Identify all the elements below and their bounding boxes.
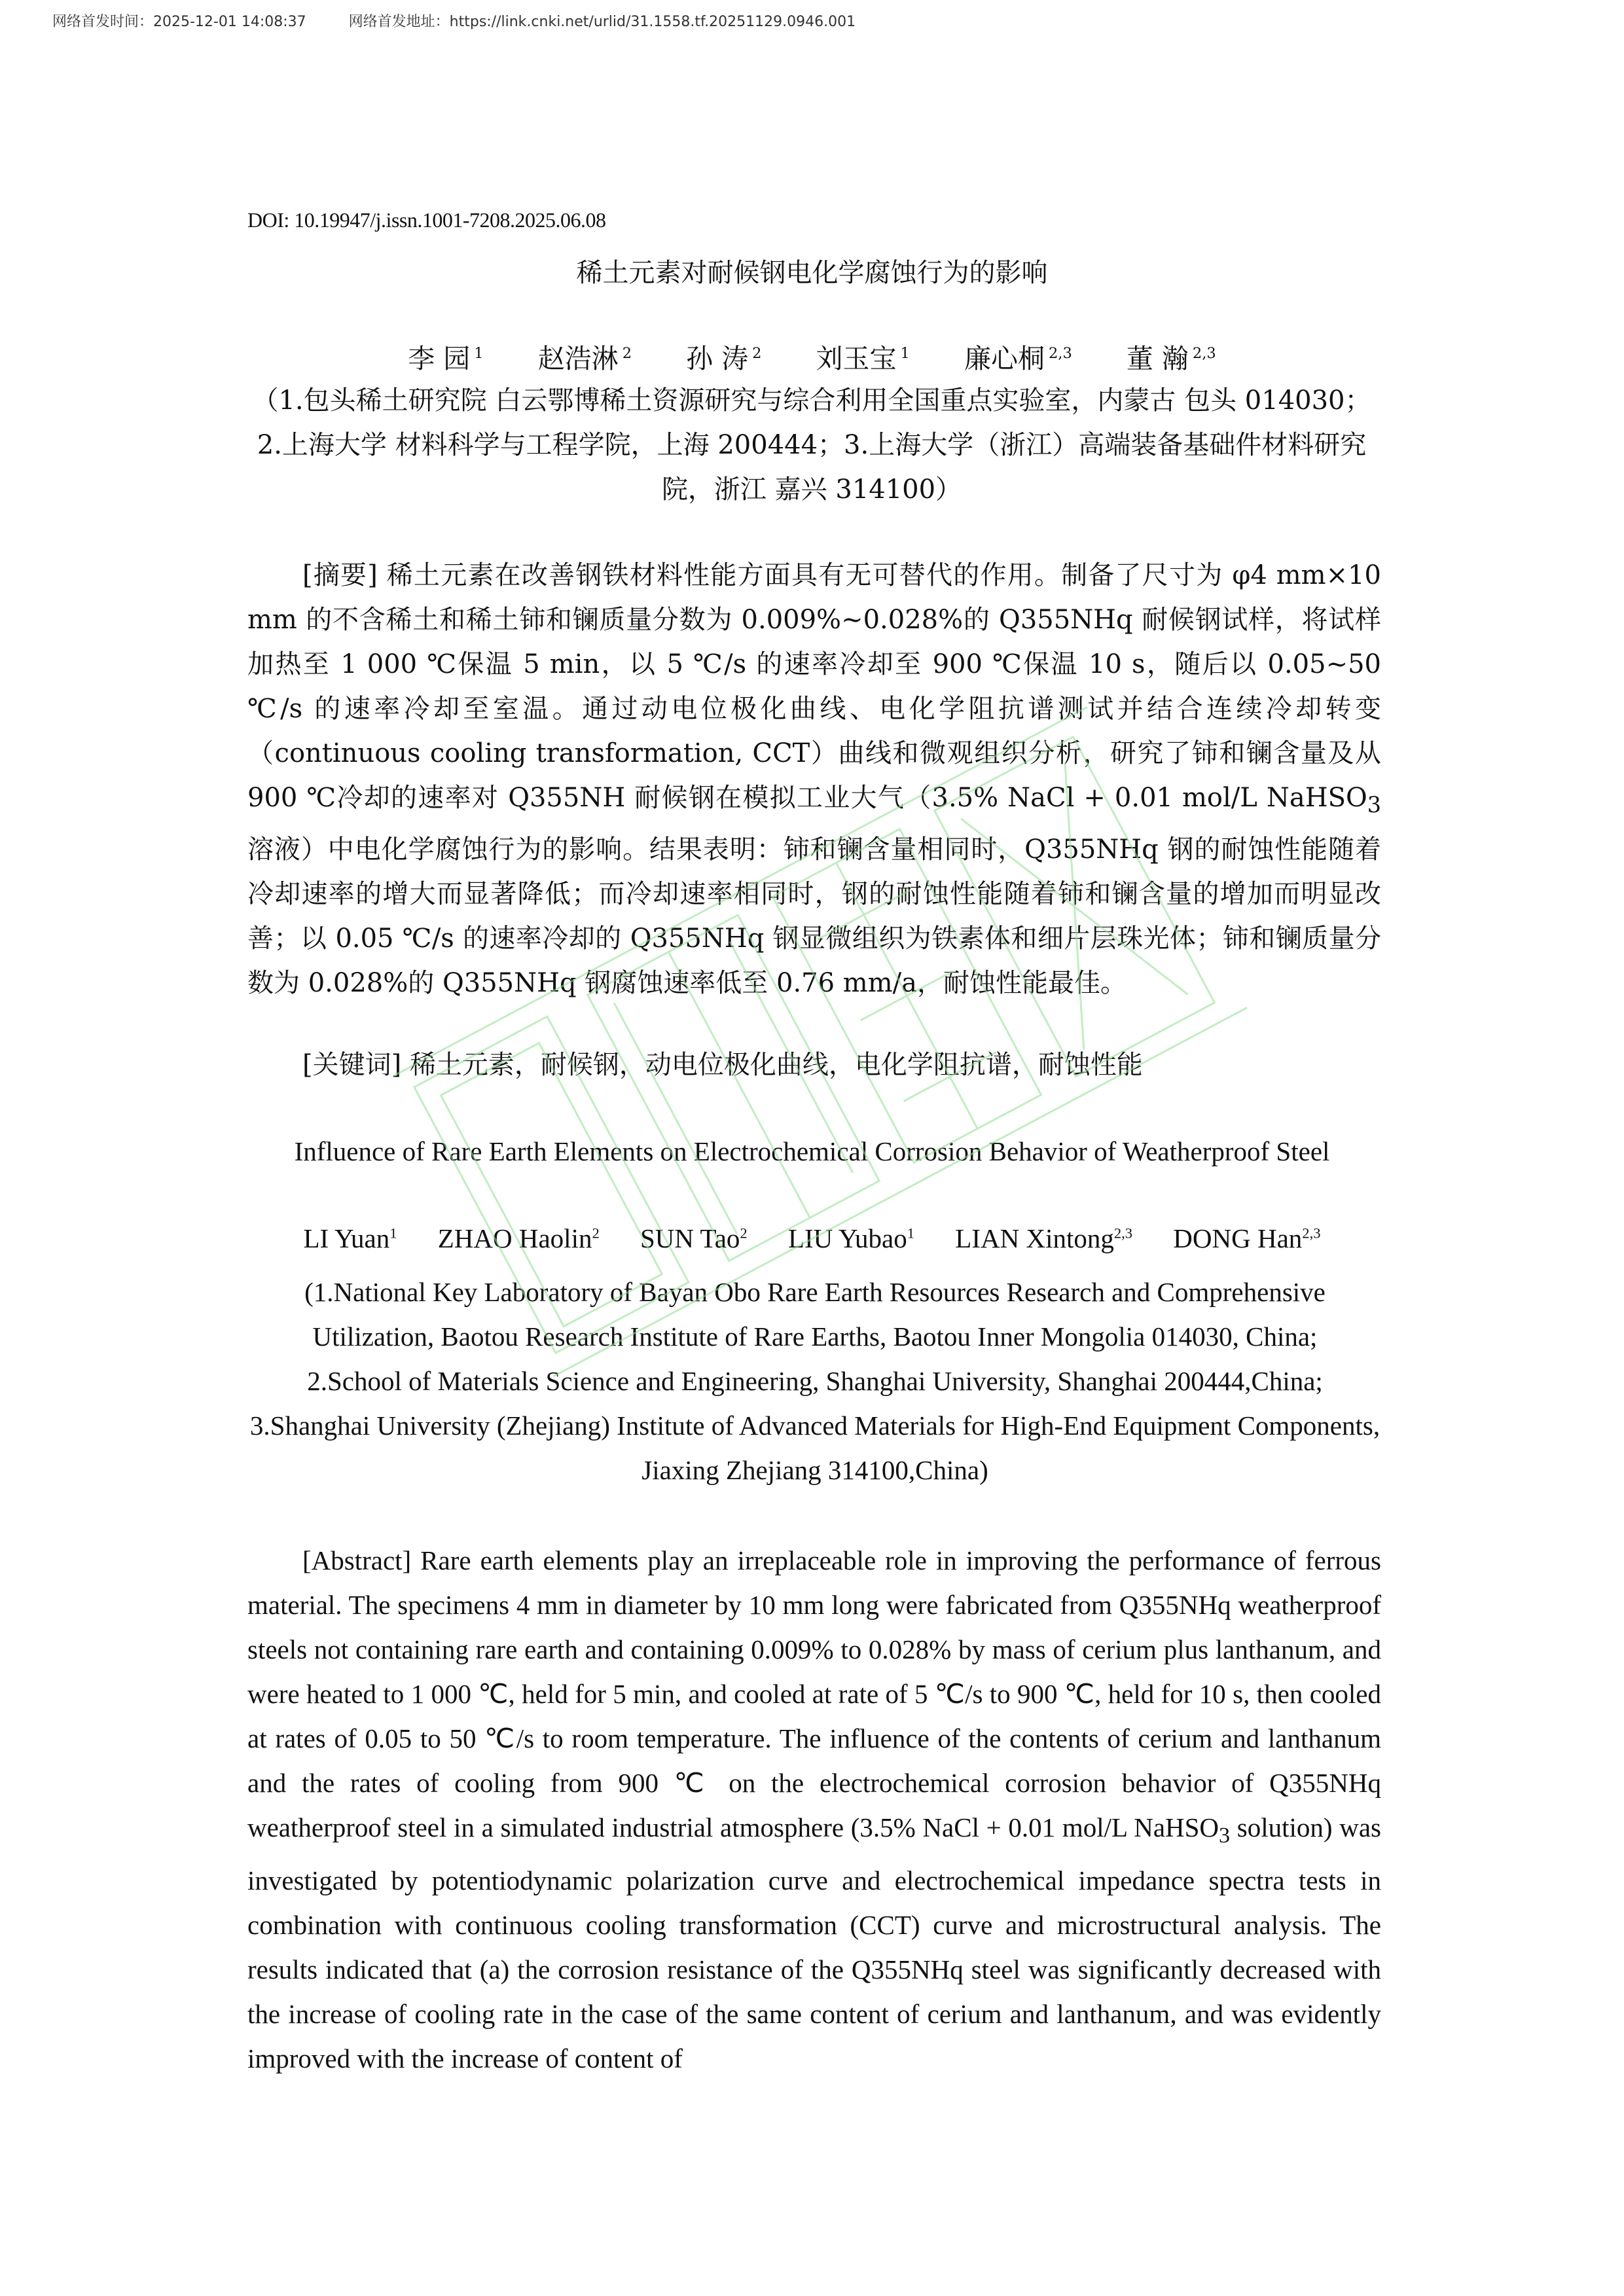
author-cn: 赵浩淋 $^2$ [537, 343, 632, 374]
author-cn: 李 园 $^1$ [408, 343, 484, 374]
author-en: ZHAO Haolin$^2$ [437, 1223, 600, 1253]
abstract-cn-text: 稀土元素在改善钢铁材料性能方面具有无可替代的作用。制备了尺寸为 φ4 mm×10 mm 的不含稀土和稀土铈和镧质量分数为 0.009%~0.028%的 Q355NHq 耐候钢试样，将试样加热至 1 000 ℃保温 5 min，以 5 ℃/s 的速率冷却至 900 ℃保温 10 s，随后以 0.05~50 ℃/s 的速率冷却至室温。通过动电位极化曲线、电化学阻抗谱测试并结合连续冷却转变（continuous cooling transformation, CCT）曲线和微观组织分析，研究了铈和镧含量及从 900 ℃冷却的速率对 Q355NH 耐候钢在模拟工业大气（3.5% NaCl + 0.01 mol/L NaHSO [247, 560, 1381, 813]
authors-cn [0, 337, 1624, 376]
abstract-en-label: [Abstract] [302, 1545, 412, 1575]
subscript: 3 [1219, 1823, 1231, 1848]
affiliation-en-2: 2.School of Materials Science and Engineering, Shanghai University, Shanghai 200444,China; [307, 1366, 1323, 1396]
abstract-cn-label: [摘要] [302, 560, 378, 590]
page-header [52, 10, 893, 31]
publish-time: 网络首发时间：2025-12-01 14:08:37 [52, 14, 306, 30]
author-cn: 孙 涛 $^2$ [686, 343, 762, 374]
publish-url[interactable]: 网络首发地址：https://link.cnki.net/urlid/31.1558.tf.20251129.0946.001 [348, 14, 856, 30]
author-en: LI Yuan$^1$ [303, 1223, 397, 1253]
affiliation-en-3: 3.Shanghai University (Zhejiang) Institute of Advanced Materials for High-End Equipment Components, Jiaxing Zhejiang 314100,China) [249, 1410, 1380, 1485]
abstract-en-text-cont: solution) was investigated by potentiodynamic polarization curve and electrochemical impedance spectra tests in combination with continuous cooling transformation (CCT) curve and microstructural analysis. The results indicated that (a) the corrosion resistance of the Q355NHq steel was significantly decreased with the increase of cooling rate in the case of the same content of cerium and lanthanum, and was evidently improved with the increase of content of [247, 1812, 1382, 2074]
keywords-cn-text: 稀土元素，耐候钢，动电位极化曲线，电化学阻抗谱，耐蚀性能 [409, 1050, 1143, 1080]
affiliation-en-1: (1.National Key Laboratory of Bayan Obo Rare Earth Resources Research and Comprehensive Utilization, Baotou Research Institute of Rare Earths, Baotou Inner Mongolia 014030, China; [304, 1277, 1326, 1352]
abstract-en [247, 1538, 1381, 2081]
affiliations-en [249, 1270, 1381, 1492]
author-cn: 廉心桐 $^{2,3}$ [964, 343, 1072, 374]
author-cn: 董 瀚 $^{2,3}$ [1126, 343, 1216, 374]
keywords-cn-label: [关键词] [302, 1050, 402, 1080]
abstract-cn [247, 553, 1381, 1005]
author-en: DONG Han$^{2,3}$ [1173, 1223, 1321, 1253]
keywords-cn [302, 1044, 1143, 1081]
author-en: SUN Tao$^2$ [640, 1223, 748, 1253]
authors-en [0, 1223, 1624, 1254]
title-en: Influence of Rare Earth Elements on Electrochemical Corrosion Behavior of Weatherproof Steel [294, 1136, 1330, 1166]
abstract-cn-text-cont: 溶液）中电化学腐蚀行为的影响。结果表明：铈和镧含量相同时，Q355NHq 钢的耐蚀性能随着冷却速率的增大而显著降低；而冷却速率相同时，钢的耐蚀性能随着铈和镧含量的增加而明显改善；以 0.05 ℃/s 的速率冷却的 Q355NHq 钢显微组织为铁素体和细片层珠光体；铈和镧质量分数为 0.028%的 Q355NHq 钢腐蚀速率低至 0.76 mm/a，耐蚀性能最佳。 [247, 834, 1381, 998]
doi[interactable]: DOI: 10.19947/j.issn.1001-7208.2025.06.08 [247, 208, 606, 232]
title-cn: 稀土元素对耐候钢电化学腐蚀行为的影响 [576, 258, 1048, 288]
author-en: LIU Yubao$^1$ [787, 1223, 915, 1253]
author-en: LIAN Xintong$^{2,3}$ [955, 1223, 1133, 1253]
abstract-en-text: Rare earth elements play an irreplaceable role in improving the performance of ferrous material. The specimens 4 mm in diameter by 10 mm long were fabricated from Q355NHq weatherproof steels not containing rare earth and containing 0.009% to 0.028% by mass of cerium plus lanthanum, and were heated to 1 000 ℃, held for 5 min, and cooled at rate of 5 ℃/s to 900 ℃, held for 10 s, then cooled at rates of 0.05 to 50 ℃/s to room temperature. The influence of the contents of cerium and lanthanum and the rates of cooling from 900 ℃ on the electrochemical corrosion behavior of Q355NHq weatherproof steel in a simulated industrial atmosphere (3.5% NaCl + 0.01 mol/L NaHSO [247, 1545, 1382, 1842]
author-cn: 刘玉宝 $^1$ [816, 343, 910, 374]
subscript: 3 [1367, 792, 1381, 817]
affiliations-cn: （1.包头稀土研究院 白云鄂博稀土资源研究与综合利用全国重点实验室，内蒙古 包头 014030；2.上海大学 材料科学与工程学院，上海 200444；3.上海大学（浙江）高端装备基础件材料研究院，浙江 嘉兴 314100） [252, 386, 1371, 505]
